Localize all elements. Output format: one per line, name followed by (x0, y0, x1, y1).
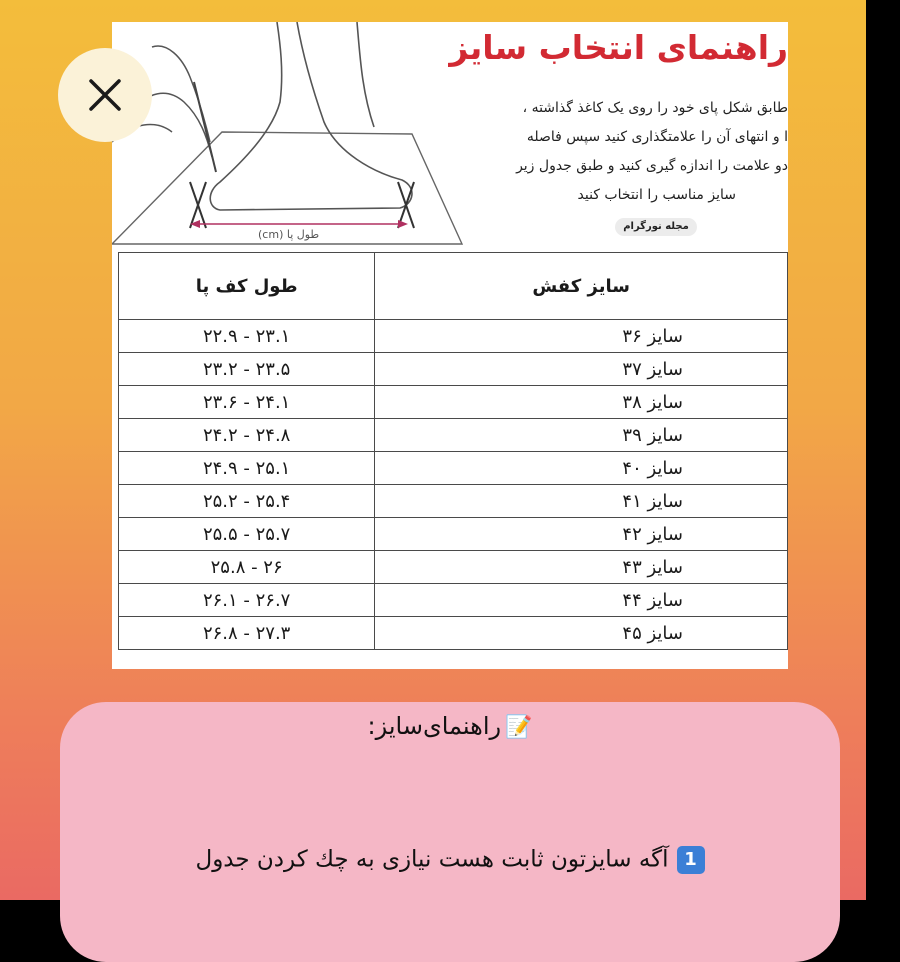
caption-line (60, 846, 840, 874)
close-button[interactable] (58, 48, 152, 142)
table-row (119, 386, 788, 419)
foot-measure-illustration (112, 22, 472, 250)
shoe-size-cell: سایز ۴۴ (375, 584, 788, 617)
header-shoe-size: سایز کفش (375, 253, 788, 320)
header-foot-length: طول کف پا (119, 253, 375, 320)
size-guide-image (112, 22, 788, 669)
instruction-line: طابق شکل پای خود را روی یک کاغذ گذاشته ، (522, 100, 788, 116)
size-guide-title: راهنمای انتخاب سایز (449, 28, 788, 67)
table-row (119, 584, 788, 617)
table-row (119, 320, 788, 353)
instruction-line: دو علامت را اندازه گیری کنید و طبق جدول زیر (516, 158, 788, 174)
instruction-line: ا و انتهای آن را علامتگذاری کنید سپس فاصله (526, 129, 788, 145)
source-badge: مجله نورگرام (615, 218, 697, 236)
guide-instructions (458, 94, 788, 210)
shoe-size-cell: سایز ۴۰ (375, 452, 788, 485)
foot-length-cell: ۲۶.۸ - ۲۷.۳ (119, 617, 375, 650)
shoe-size-cell: سایز ۴۵ (375, 617, 788, 650)
size-table (118, 252, 788, 650)
foot-length-cell: ۲۳.۶ - ۲۴.۱ (119, 386, 375, 419)
shoe-size-cell: سایز ۳۸ (375, 386, 788, 419)
table-row (119, 617, 788, 650)
caption-line-text: آگه سایزتون ثابت هست نیازی به چك كردن جدول (195, 846, 669, 873)
instruction-line: سایز مناسب را انتخاب کنید (577, 187, 736, 203)
foot-length-cell: ۲۴.۹ - ۲۵.۱ (119, 452, 375, 485)
shoe-size-cell: سایز ۴۲ (375, 518, 788, 551)
shoe-size-cell: سایز ۳۷ (375, 353, 788, 386)
foot-length-cell: ۲۶.۱ - ۲۶.۷ (119, 584, 375, 617)
foot-length-cell: ۲۳.۲ - ۲۳.۵ (119, 353, 375, 386)
memo-icon: 📝 (505, 715, 533, 740)
foot-length-cell: ۲۵.۸ - ۲۶ (119, 551, 375, 584)
table-row (119, 518, 788, 551)
foot-length-cell: ۲۴.۲ - ۲۴.۸ (119, 419, 375, 452)
foot-length-label: طول پا (cm) (258, 228, 320, 241)
table-row (119, 485, 788, 518)
screen-edge (866, 0, 900, 900)
caption-heading (60, 712, 840, 740)
foot-length-cell: ۲۵.۵ - ۲۵.۷ (119, 518, 375, 551)
shoe-size-cell: سایز ۴۳ (375, 551, 788, 584)
number-one-icon: 1 (677, 846, 705, 874)
close-icon (85, 75, 125, 115)
caption-card (60, 702, 840, 962)
foot-length-cell: ۲۵.۲ - ۲۵.۴ (119, 485, 375, 518)
table-row (119, 353, 788, 386)
shoe-size-cell: سایز ۳۹ (375, 419, 788, 452)
table-row (119, 419, 788, 452)
caption-heading-text: راهنمای‌سایز: (367, 712, 502, 740)
shoe-size-cell: سایز ۴۱ (375, 485, 788, 518)
table-row (119, 452, 788, 485)
foot-length-cell: ۲۲.۹ - ۲۳.۱ (119, 320, 375, 353)
shoe-size-cell: سایز ۳۶ (375, 320, 788, 353)
table-row (119, 551, 788, 584)
